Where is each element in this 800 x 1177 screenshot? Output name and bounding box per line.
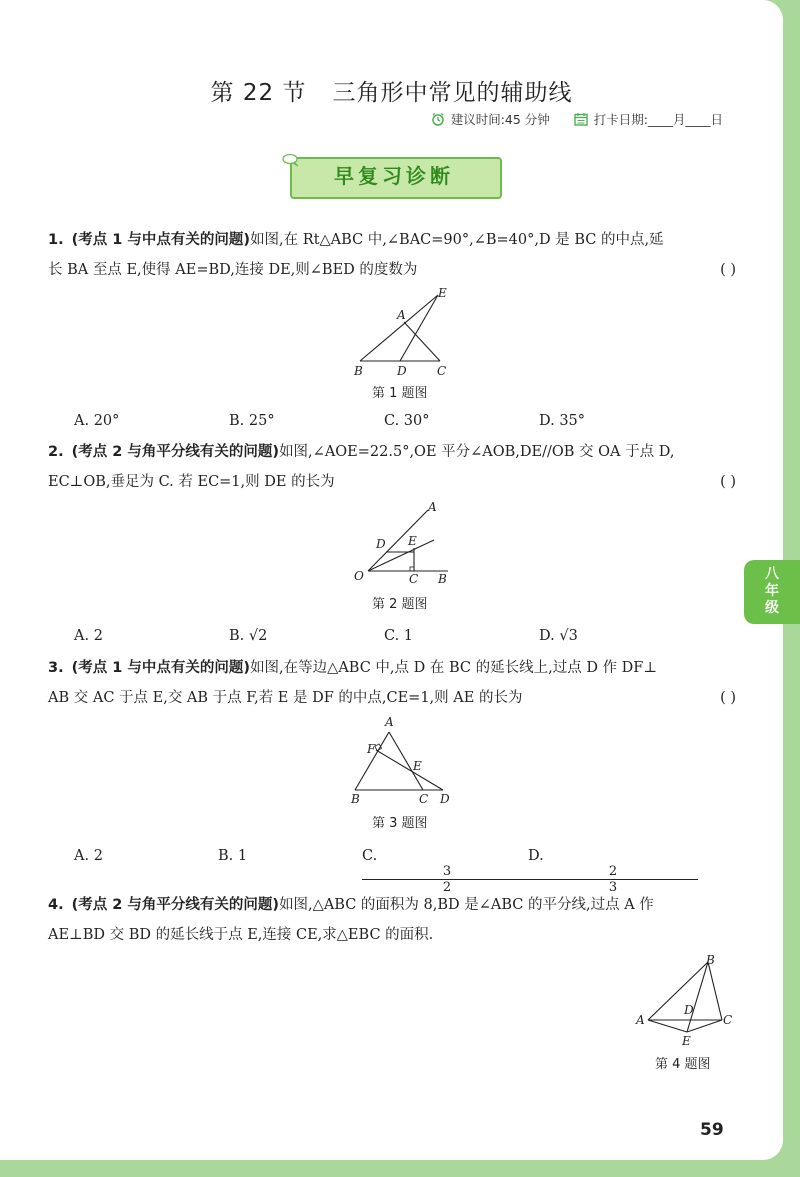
section-banner [290, 157, 500, 197]
figure-1 [340, 285, 470, 380]
grade-tab: 八 年 级 [744, 560, 800, 624]
label-F: F [367, 742, 376, 756]
label-C: C [409, 572, 419, 586]
label-D: D [397, 364, 407, 378]
figure-2-caption: 第 2 题图 [372, 597, 428, 612]
option-d[interactable]: D. $\frac{2}{3}$ [528, 848, 694, 895]
label-O: O [354, 569, 364, 583]
label-C: C [723, 1013, 733, 1027]
question-1-options [74, 413, 694, 429]
calendar-icon [574, 112, 588, 126]
option-d[interactable]: D. √3 [539, 628, 578, 644]
page-title [0, 74, 783, 107]
figure-4 [630, 950, 740, 1050]
page-number: 59 [700, 1120, 724, 1140]
figure-3 [343, 712, 458, 807]
label-E: E [438, 286, 447, 300]
question-1: 1. (考点 1 与中点有关的问题)如图,在 Rt△ABC 中,∠BAC=90°,∠B=40°,D 是 BC 的中点,延 长 BA 至点 E,使得 AE=BD,连接 DE,则∠BED 的度数为 ( ) [48, 232, 736, 278]
label-C: C [437, 364, 447, 378]
label-E: E [413, 759, 422, 773]
option-b[interactable]: B. 1 [218, 848, 248, 864]
fraction: $\frac{2}{3}$ [528, 864, 694, 895]
label-B: B [706, 953, 715, 967]
alarm-clock-icon [431, 112, 445, 126]
question-2: 2. (考点 2 与角平分线有关的问题)如图,∠AOE=22.5°,OE 平分∠AOB,DE//OB 交 OA 于点 D, EC⊥OB,垂足为 C. 若 EC=1,则 DE 的长为 ( ) [48, 444, 736, 490]
question-3: 3. (考点 1 与中点有关的问题)如图,在等边△ABC 中,点 D 在 BC 的延长线上,过点 D 作 DF⊥ AB 交 AC 于点 E,交 AB 于点 F,若 E 是 DF 的中点,CE=1,则 AE 的长为 ( ) [48, 660, 736, 706]
option-c[interactable]: C. $\frac{3}{2}$ [362, 848, 528, 895]
label-D: D [440, 792, 450, 806]
label-A: A [397, 308, 406, 322]
option-c[interactable]: C. 1 [384, 628, 414, 644]
label-B: B [354, 364, 363, 378]
label-A: A [385, 715, 394, 729]
option-b[interactable]: B. 25° [229, 413, 275, 429]
option-a[interactable]: A. 20° [74, 413, 120, 429]
label-C: C [419, 792, 429, 806]
option-d[interactable]: D. 35° [539, 413, 586, 429]
banner-text: 早复习诊断 [334, 164, 454, 188]
label-D: D [376, 537, 386, 551]
figure-2 [348, 498, 458, 588]
check-in-date: 打卡日期:____月____日 [593, 112, 723, 127]
label-A: A [428, 500, 437, 514]
option-a[interactable]: A. 2 [74, 848, 103, 864]
question-2-options [74, 628, 694, 644]
label-D: D [684, 1003, 694, 1017]
label-A: A [636, 1013, 645, 1027]
option-b[interactable]: B. √2 [229, 628, 268, 644]
label-E: E [682, 1034, 691, 1048]
label-B: B [351, 792, 360, 806]
suggested-time: 建议时间:45 分钟 [450, 112, 550, 127]
option-a[interactable]: A. 2 [74, 628, 103, 644]
question-4: 4. (考点 2 与角平分线有关的问题)如图,△ABC 的面积为 8,BD 是∠ABC 的平分线,过点 A 作 AE⊥BD 交 BD 的延长线于点 E,连接 CE,求△EBC 的面积. [48, 897, 654, 943]
meta-line [431, 110, 723, 128]
fraction: $\frac{3}{2}$ [362, 864, 528, 895]
option-c[interactable]: C. 30° [384, 413, 430, 429]
label-B: B [438, 572, 447, 586]
figure-1-caption: 第 1 题图 [372, 386, 428, 401]
question-3-options [74, 848, 694, 895]
label-E: E [408, 534, 417, 548]
figure-3-caption: 第 3 题图 [372, 816, 428, 831]
figure-4-caption: 第 4 题图 [655, 1057, 711, 1072]
section-title: 三角形中常见的辅助线 [332, 80, 573, 106]
section-number: 第 22 节 [210, 80, 307, 106]
